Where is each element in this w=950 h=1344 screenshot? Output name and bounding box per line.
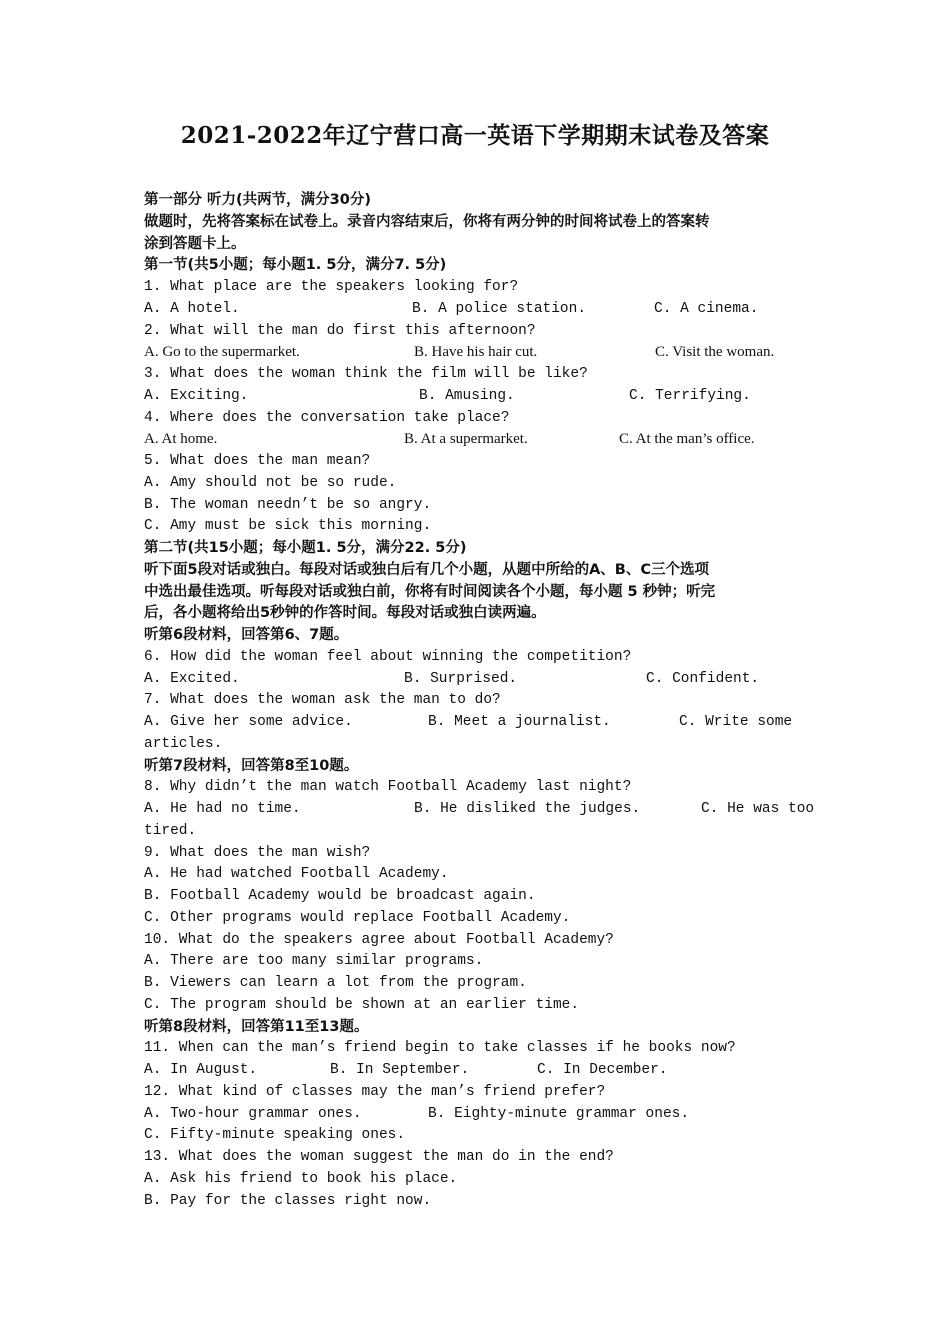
answer-option: A. Exciting. <box>144 387 249 404</box>
answer-option: B. Meet a journalist. <box>428 714 611 730</box>
question-line: 13. What does the woman suggest the man do in the end? <box>144 1149 614 1165</box>
answer-option: A. He had no time. <box>144 801 301 817</box>
section-heading: 第一节(共5小题；每小题1. 5分，满分7. 5分) <box>144 257 447 274</box>
question-line: 5. What does the man mean? <box>144 453 371 469</box>
section-heading: 听第6段材料，回答第6、7题。 <box>144 627 349 643</box>
question-line: B. Viewers can learn a lot from the program. <box>144 975 527 991</box>
page-title: 2021-2022年辽宁营口高一英语下学期期末试卷及答案 <box>180 122 770 149</box>
question-line: A. Ask his friend to book his place. <box>144 1170 458 1187</box>
question-line: 1. What place are the speakers looking for? <box>144 279 519 295</box>
answer-option: C. Visit the woman. <box>655 344 775 361</box>
answer-option: C. Confident. <box>646 670 760 687</box>
answer-option: B. Eighty-minute grammar ones. <box>428 1105 690 1122</box>
answer-option: B. Surprised. <box>404 670 518 687</box>
options-row <box>144 342 814 364</box>
question-line: A. There are too many similar programs. <box>144 953 484 970</box>
question-line: 4. Where does the conversation take place? <box>144 409 510 426</box>
answer-option: A. Give her some advice. <box>144 714 353 730</box>
options-row <box>144 386 814 408</box>
section-heading: 做题时，先将答案标在试卷上。录音内容结束后，你将有两分钟的时间将试卷上的答案转 <box>144 213 710 230</box>
answer-option: A. Excited. <box>144 670 240 687</box>
section-heading: 第二节(共15小题；每小题1. 5分，满分22. 5分) <box>144 540 467 556</box>
exam-body <box>144 190 814 1212</box>
answer-option: B. Amusing. <box>419 387 515 404</box>
section-heading: 听下面5段对话或独白。每段对话或独白后有几个小题，从题中所给的A、B、C三个选项 <box>144 561 710 578</box>
question-line: C. Fifty-minute speaking ones. <box>144 1127 406 1144</box>
section-heading: 听第7段材料，回答第8至10题。 <box>144 757 359 774</box>
question-line: C. The program should be shown at an earlier time. <box>144 996 580 1013</box>
answer-option: A. A hotel. <box>144 300 240 317</box>
question-line: A. He had watched Football Academy. <box>144 866 449 883</box>
question-line: tired. <box>144 822 197 839</box>
answer-option: C. Write some <box>679 714 793 730</box>
question-line: 10. What do the speakers agree about Football Academy? <box>144 931 614 948</box>
question-line: B. The woman needn’t be so angry. <box>144 496 432 513</box>
question-line: 9. What does the man wish? <box>144 844 371 861</box>
answer-option: A. Go to the supermarket. <box>144 344 300 361</box>
answer-option: B. At a supermarket. <box>404 431 528 448</box>
question-line: 6. How did the woman feel about winning the competition? <box>144 648 632 665</box>
answer-option: C. At the man’s office. <box>619 431 755 448</box>
answer-option: C. Terrifying. <box>629 387 751 404</box>
options-row <box>144 1104 814 1126</box>
answer-option: B. In September. <box>330 1062 470 1078</box>
question-line: B. Pay for the classes right now. <box>144 1192 432 1209</box>
options-row <box>144 1060 814 1082</box>
question-line: C. Other programs would replace Football Academy. <box>144 909 571 926</box>
question-line: B. Football Academy would be broadcast again. <box>144 888 536 904</box>
answer-option: B. Have his hair cut. <box>414 344 538 361</box>
section-heading: 涂到答题卡上。 <box>144 235 246 252</box>
question-line: 2. What will the man do first this afternoon? <box>144 322 536 339</box>
question-line: 11. When can the man’s friend begin to take classes if he books now? <box>144 1040 736 1057</box>
answer-option: B. He disliked the judges. <box>414 801 641 817</box>
answer-option: A. In August. <box>144 1062 258 1078</box>
options-row <box>144 799 814 821</box>
question-line: A. Amy should not be so rude. <box>144 474 397 491</box>
question-line: 8. Why didn’t the man watch Football Academy last night? <box>144 779 632 796</box>
options-row <box>144 669 814 691</box>
answer-option: A. At home. <box>144 431 218 448</box>
options-row <box>144 712 814 734</box>
section-heading: 听第8段材料，回答第11至13题。 <box>144 1018 369 1035</box>
question-line: articles. <box>144 735 223 752</box>
question-line: 7. What does the woman ask the man to do? <box>144 692 501 709</box>
answer-option: C. In December. <box>537 1062 668 1078</box>
question-line: 12. What kind of classes may the man’s friend prefer? <box>144 1083 606 1100</box>
answer-option: A. Two-hour grammar ones. <box>144 1105 362 1122</box>
question-line: C. Amy must be sick this morning. <box>144 518 432 535</box>
options-row <box>144 429 814 451</box>
answer-option: C. A cinema. <box>654 300 759 317</box>
options-row <box>144 299 814 321</box>
section-heading: 后，各小题将给出5秒钟的作答时间。每段对话或独白读两遍。 <box>144 605 546 622</box>
question-line: 3. What does the woman think the film will be like? <box>144 366 588 382</box>
answer-option: B. A police station. <box>412 300 587 317</box>
answer-option: C. He was too <box>701 801 815 817</box>
section-heading: 第一部分 听力(共两节，满分30分) <box>144 192 371 208</box>
section-heading: 中选出最佳选项。听每段对话或独白前，你将有时间阅读各个小题，每小题 5 秒钟；听完 <box>144 583 716 600</box>
